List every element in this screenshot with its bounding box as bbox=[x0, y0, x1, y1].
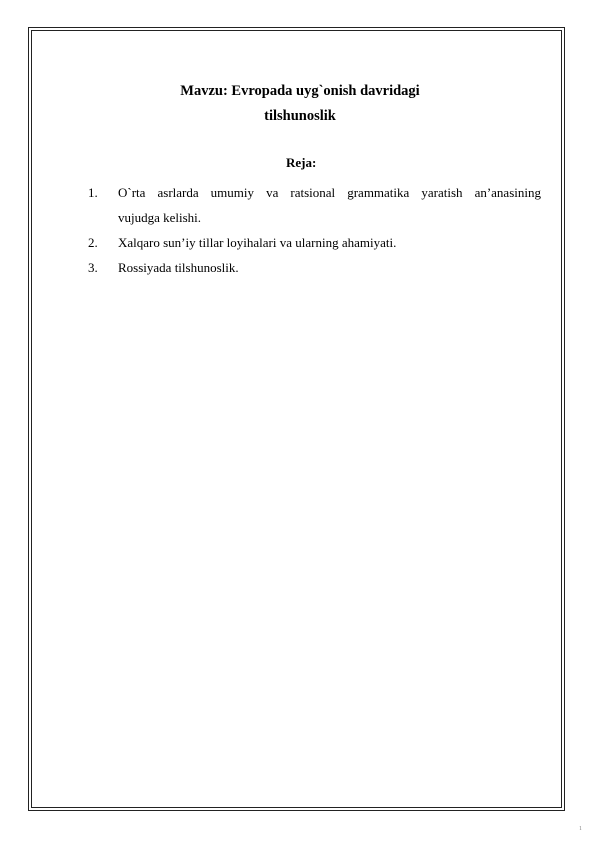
plan-item-text-line-1: O`rta asrlarda umumiy va ratsional grammatika yaratish an’anasining bbox=[118, 185, 541, 200]
plan-item-number: 2. bbox=[88, 235, 98, 250]
plan-item-number: 1. bbox=[88, 185, 98, 200]
plan-item-text-line-2: vujudga kelishi. bbox=[118, 210, 202, 225]
plan-item-text: Xalqaro sun’iy tillar loyihalari va ularning ahamiyati. bbox=[118, 235, 397, 250]
plan-item-number: 3. bbox=[88, 260, 98, 275]
plan-heading: Reja: bbox=[286, 155, 317, 170]
page-border-frame bbox=[28, 27, 565, 811]
plan-item-1 bbox=[88, 180, 541, 230]
plan-item-2 bbox=[88, 230, 541, 255]
plan-list bbox=[88, 180, 541, 280]
plan-item-3 bbox=[88, 255, 541, 280]
document-title-line-1: Mavzu: Evropada uyg`onish davridagi bbox=[180, 83, 420, 99]
plan-item-text: Rossiyada tilshunoslik. bbox=[118, 260, 239, 275]
document-title-line-2: tilshunoslik bbox=[264, 108, 336, 124]
page-number: 1 bbox=[579, 826, 582, 832]
